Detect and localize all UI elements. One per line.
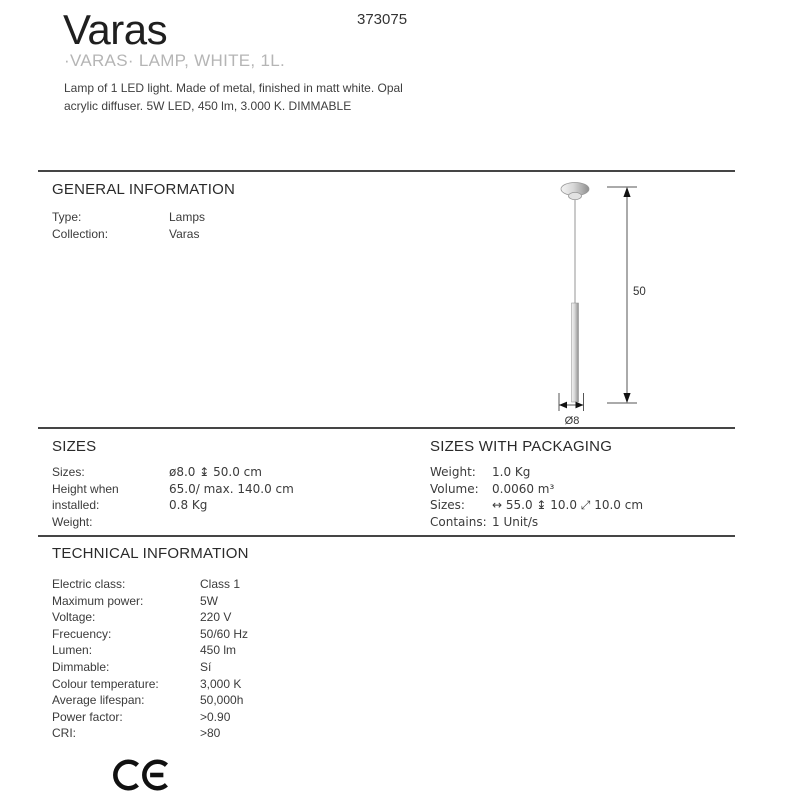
page-title: Varas bbox=[63, 6, 168, 53]
field-label: Frecuency: bbox=[52, 626, 112, 641]
field-label: Volume: bbox=[430, 481, 479, 496]
field-value: Varas bbox=[169, 226, 200, 241]
general-information-heading: GENERAL INFORMATION bbox=[52, 181, 235, 198]
field-value: 1.0 Kg bbox=[492, 465, 531, 479]
field-label: Maximum power: bbox=[52, 593, 144, 608]
technical-information-table bbox=[52, 576, 248, 742]
field-value: 5W bbox=[200, 593, 218, 608]
lamp-body-drawing bbox=[572, 303, 579, 402]
sizes-heading: SIZES bbox=[52, 438, 97, 455]
field-label: Collection: bbox=[52, 226, 109, 241]
field-label: Type: bbox=[52, 210, 82, 224]
ce-mark-icon bbox=[112, 754, 170, 796]
field-label: Weight: bbox=[52, 514, 93, 529]
field-label: Average lifespan: bbox=[52, 693, 145, 708]
field-value: Lamps bbox=[169, 210, 206, 224]
field-label: CRI: bbox=[52, 726, 76, 741]
section-divider bbox=[38, 535, 735, 537]
field-label: Weight: bbox=[430, 465, 476, 479]
ceiling-canopy-drawing bbox=[561, 183, 589, 200]
field-label: Electric class: bbox=[52, 577, 126, 591]
field-label: Colour temperature: bbox=[52, 676, 159, 691]
field-value: 65.0/ max. 140.0 cm bbox=[169, 481, 294, 496]
product-description: Lamp of 1 LED light. Made of metal, finished in matt white. Opal acrylic diffuser. 5W LED, 450 lm, 3.000 K. DIMMABLE bbox=[64, 81, 403, 113]
product-sku: 373075 bbox=[357, 11, 408, 28]
product-subtitle: ·VARAS· LAMP, WHITE, 1L. bbox=[64, 51, 286, 70]
field-value: Class 1 bbox=[200, 577, 241, 591]
sizes-with-packaging-heading: SIZES WITH PACKAGING bbox=[430, 438, 613, 455]
field-value: >80 bbox=[200, 726, 221, 741]
field-label: Sizes: bbox=[52, 465, 85, 479]
field-value: 1 Unit/s bbox=[492, 514, 539, 529]
sizes-values-column bbox=[169, 464, 294, 514]
field-value: Sí bbox=[200, 659, 212, 674]
field-value: >0.90 bbox=[200, 709, 231, 724]
technical-information-heading: TECHNICAL INFORMATION bbox=[52, 545, 249, 562]
field-value: 450 lm bbox=[200, 643, 237, 658]
field-value: 50,000h bbox=[200, 693, 244, 708]
field-value: ø8.0 ↨ 50.0 cm bbox=[169, 465, 262, 479]
arrow-up-icon bbox=[623, 187, 630, 197]
arrow-left-icon bbox=[559, 402, 567, 409]
diameter-dimension-label: Ø8 bbox=[564, 415, 580, 427]
field-value: 220 V bbox=[200, 610, 232, 625]
field-value: 50/60 Hz bbox=[200, 626, 249, 641]
field-label: Sizes: bbox=[430, 498, 465, 513]
field-label: Lumen: bbox=[52, 643, 93, 658]
field-value: 0.0060 m³ bbox=[492, 481, 555, 496]
arrow-down-icon bbox=[623, 393, 630, 403]
field-value: 3,000 K bbox=[200, 676, 242, 691]
field-value: ↔ 55.0 ↨ 10.0 ⤢ 10.0 cm bbox=[492, 498, 644, 513]
height-dimension-label: 50 bbox=[633, 286, 646, 298]
arrow-right-icon bbox=[576, 402, 584, 409]
section-divider bbox=[38, 427, 735, 429]
field-value: 0.8 Kg bbox=[169, 498, 208, 513]
field-label: Contains: bbox=[430, 514, 487, 529]
general-information-table bbox=[52, 209, 205, 242]
sizes-labels-column bbox=[52, 464, 164, 530]
field-label: Voltage: bbox=[52, 610, 96, 625]
section-divider bbox=[38, 170, 735, 172]
field-label: Power factor: bbox=[52, 709, 123, 724]
sizes-with-packaging-table bbox=[430, 464, 643, 530]
lamp-technical-drawing bbox=[530, 178, 660, 430]
field-label: Height when installed: bbox=[52, 481, 119, 513]
field-label: Dimmable: bbox=[52, 659, 110, 674]
